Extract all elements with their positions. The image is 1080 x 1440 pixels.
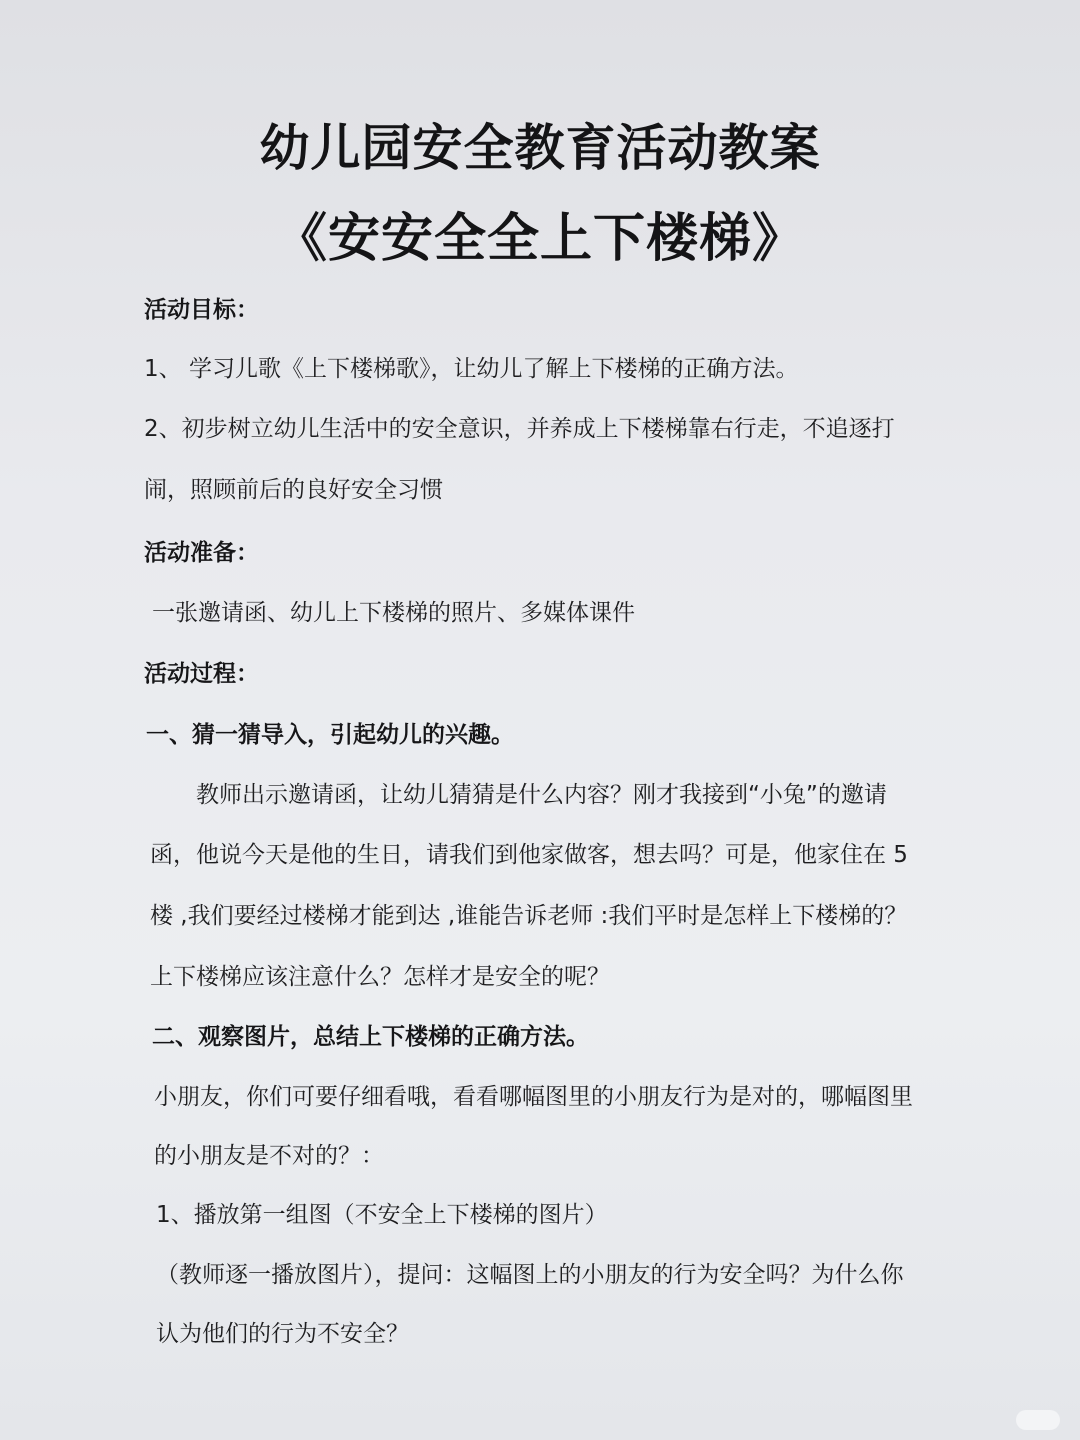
section-1-heading: 一、猜一猜导入，引起幼儿的兴趣。	[146, 722, 514, 748]
section-2-step-1: 1、播放第一组图（不安全上下楼梯的图片）	[156, 1202, 608, 1228]
goal-item-1: 1、 学习儿歌《上下楼梯歌》，让幼儿了解上下楼梯的正确方法。	[144, 356, 799, 382]
process-heading: 活动过程：	[144, 661, 259, 687]
goal-item-2-line-1: 2、初步树立幼儿生活中的安全意识，并养成上下楼梯靠右行走，不追逐打	[144, 416, 895, 442]
prep-text: 一张邀请函、幼儿上下楼梯的照片、多媒体课件	[152, 600, 635, 626]
prep-heading: 活动准备：	[144, 540, 259, 566]
section-2-paragraph-line-4: 认为他们的行为不安全？	[156, 1321, 409, 1347]
section-1-paragraph-line-3: 楼 ,我们要经过楼梯才能到达 ,谁能告诉老师 :我们平时是怎样上下楼梯的？	[150, 903, 908, 929]
section-1-paragraph-line-4: 上下楼梯应该注意什么？怎样才是安全的呢？	[150, 964, 610, 990]
section-2-paragraph-line-3: （教师逐一播放图片），提问：这幅图上的小朋友的行为安全吗？为什么你	[156, 1262, 904, 1288]
section-1-paragraph-line-1: 教师出示邀请函，让幼儿猜猜是什么内容？刚才我接到“小兔”的邀请	[196, 782, 887, 808]
goal-item-2-line-2: 闹，照顾前后的良好安全习惯	[144, 477, 443, 503]
section-2-heading: 二、观察图片，总结上下楼梯的正确方法。	[152, 1024, 589, 1050]
section-1-paragraph-line-2: 函，他说今天是他的生日，请我们到他家做客，想去吗？可是，他家住在 5	[150, 842, 908, 868]
goal-heading: 活动目标：	[144, 297, 259, 323]
document-title: 幼儿园安全教育活动教案	[259, 119, 821, 177]
watermark-badge	[1016, 1410, 1060, 1430]
document-subtitle: 《安安全全上下楼梯》	[274, 209, 805, 269]
section-2-paragraph-line-2: 的小朋友是不对的？：	[154, 1143, 384, 1169]
section-2-paragraph-line-1: 小朋友，你们可要仔细看哦，看看哪幅图里的小朋友行为是对的，哪幅图里	[154, 1084, 913, 1110]
